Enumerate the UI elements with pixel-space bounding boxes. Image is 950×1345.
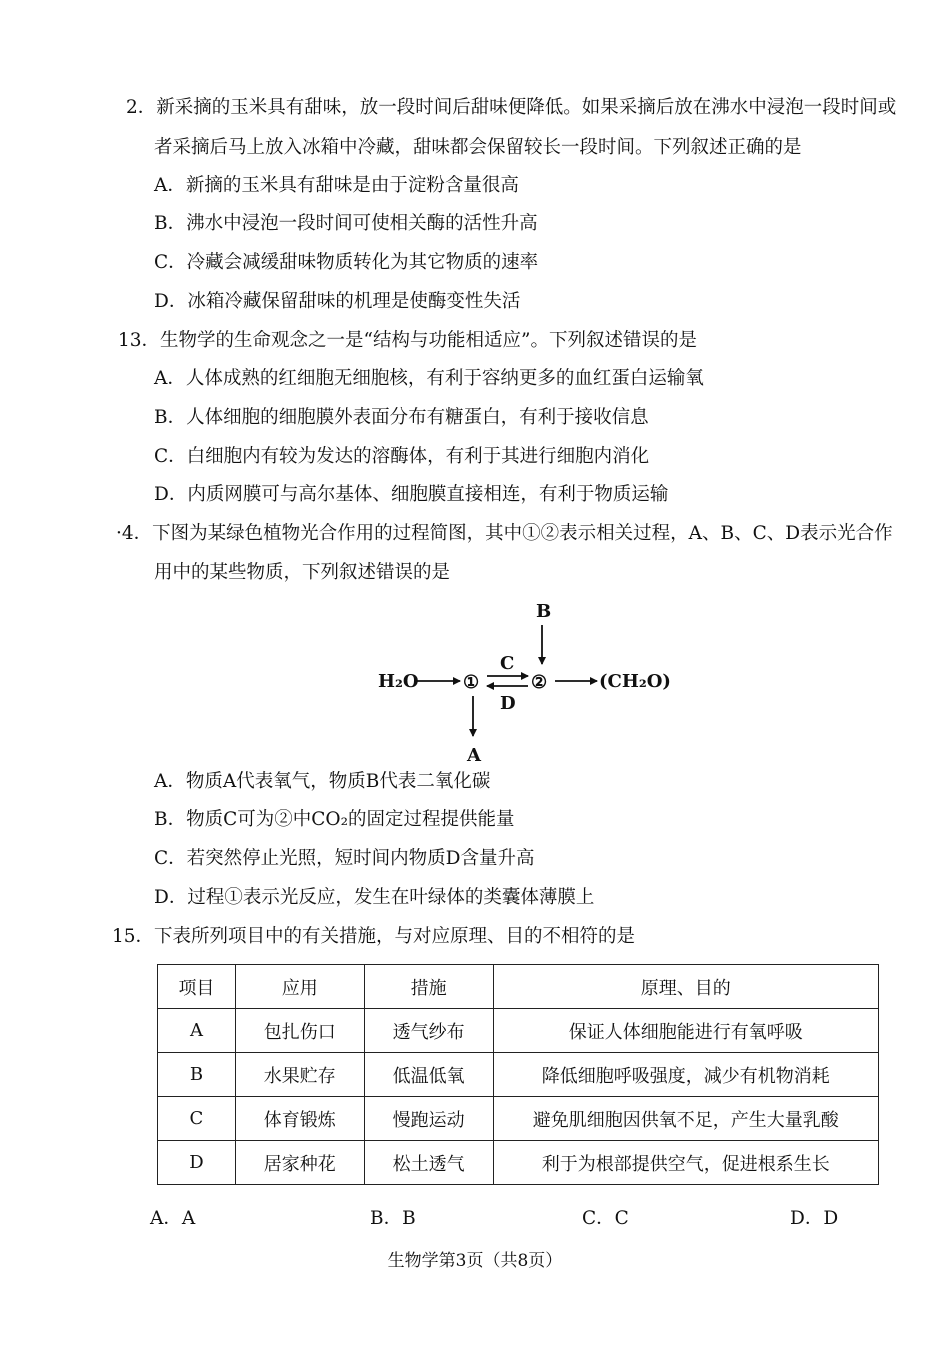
q14-option-d: D．过程①表示光反应，发生在叶绿体的类囊体薄膜上 <box>154 887 595 908</box>
q15-stem: 15．下表所列项目中的有关措施，与对应原理、目的不相符的是 <box>112 926 636 947</box>
q14-option-a: A．物质A代表氧气，物质B代表二氧化碳 <box>154 771 491 792</box>
table-row <box>158 1053 879 1097</box>
q15-choice-a: A．A <box>150 1208 196 1229</box>
label-a: A <box>467 745 481 766</box>
header-application: 应用 <box>235 965 364 1009</box>
table-row <box>158 1141 879 1185</box>
table-cell: 体育锻炼 <box>235 1097 364 1141</box>
h2o-label: H₂O <box>378 671 419 692</box>
table-cell: D <box>158 1141 236 1185</box>
q13-option-a: A．人体成熟的红细胞无细胞核，有利于容纳更多的血红蛋白运输氧 <box>154 368 704 389</box>
q15-choice-d: D．D <box>790 1208 839 1229</box>
step2-label: ② <box>531 672 548 693</box>
table-cell: 居家种花 <box>235 1141 364 1185</box>
table-row <box>158 1009 879 1053</box>
table-row <box>158 1097 879 1141</box>
page-footer: 生物学第3页（共8页） <box>387 1251 563 1271</box>
table-cell: 透气纱布 <box>364 1009 493 1053</box>
q13-option-c: C．白细胞内有较为发达的溶酶体，有利于其进行细胞内消化 <box>154 446 650 467</box>
header-measure: 措施 <box>364 965 493 1009</box>
label-d: D <box>500 693 516 714</box>
table-cell: 保证人体细胞能进行有氧呼吸 <box>493 1009 878 1053</box>
q14-stem-line2: 用中的某些物质，下列叙述错误的是 <box>154 562 451 583</box>
table-cell: 避免肌细胞因供氧不足，产生大量乳酸 <box>493 1097 878 1141</box>
table-cell: 水果贮存 <box>235 1053 364 1097</box>
q12-stem-line2: 者采摘后马上放入冰箱中冷藏，甜味都会保留较长一段时间。下列叙述正确的是 <box>154 137 802 158</box>
table-cell: C <box>158 1097 236 1141</box>
product-label: (CH₂O) <box>599 671 670 692</box>
header-principle: 原理、目的 <box>493 965 878 1009</box>
table-header-row <box>158 965 879 1009</box>
q15-choice-b: B．B <box>370 1208 416 1229</box>
q15-table <box>157 964 879 1185</box>
q12-option-a: A．新摘的玉米具有甜味是由于淀粉含量很高 <box>154 175 519 196</box>
table-cell: A <box>158 1009 236 1053</box>
q13-stem: 13．生物学的生命观念之一是“结构与功能相适应”。下列叙述错误的是 <box>118 330 697 351</box>
q15-choice-c: C．C <box>582 1208 629 1229</box>
q14-option-c: C．若突然停止光照，短时间内物质D含量升高 <box>154 848 535 869</box>
photosynthesis-diagram-svg <box>370 598 670 768</box>
table-cell: B <box>158 1053 236 1097</box>
table-cell: 降低细胞呼吸强度，减少有机物消耗 <box>493 1053 878 1097</box>
q12-stem-line1: 2．新采摘的玉米具有甜味，放一段时间后甜味便降低。如果采摘后放在沸水中浸泡一段时间或 <box>126 97 897 118</box>
q14-stem-line1: ·4．下图为某绿色植物光合作用的过程简图，其中①②表示相关过程，A、B、C、D表示光合作 <box>116 523 893 544</box>
table-cell: 松土透气 <box>364 1141 493 1185</box>
label-b: B <box>536 601 552 622</box>
table-cell: 低温低氧 <box>364 1053 493 1097</box>
table-cell: 包扎伤口 <box>235 1009 364 1053</box>
q13-option-b: B．人体细胞的细胞膜外表面分布有糖蛋白，有利于接收信息 <box>154 407 649 428</box>
header-item: 项目 <box>158 965 236 1009</box>
table-cell: 利于为根部提供空气，促进根系生长 <box>493 1141 878 1185</box>
q13-option-d: D．内质网膜可与高尔基体、细胞膜直接相连，有利于物质运输 <box>154 484 669 505</box>
table-cell: 慢跑运动 <box>364 1097 493 1141</box>
q14-option-b: B．物质C可为②中CO₂的固定过程提供能量 <box>154 809 515 830</box>
q12-option-d: D．冰箱冷藏保留甜味的机理是使酶变性失活 <box>154 291 521 312</box>
photosynthesis-diagram <box>370 598 670 768</box>
q12-option-c: C．冷藏会减缓甜味物质转化为其它物质的速率 <box>154 252 539 273</box>
label-c: C <box>500 653 515 674</box>
q12-option-b: B．沸水中浸泡一段时间可使相关酶的活性升高 <box>154 213 538 234</box>
step1-label: ① <box>463 672 480 693</box>
